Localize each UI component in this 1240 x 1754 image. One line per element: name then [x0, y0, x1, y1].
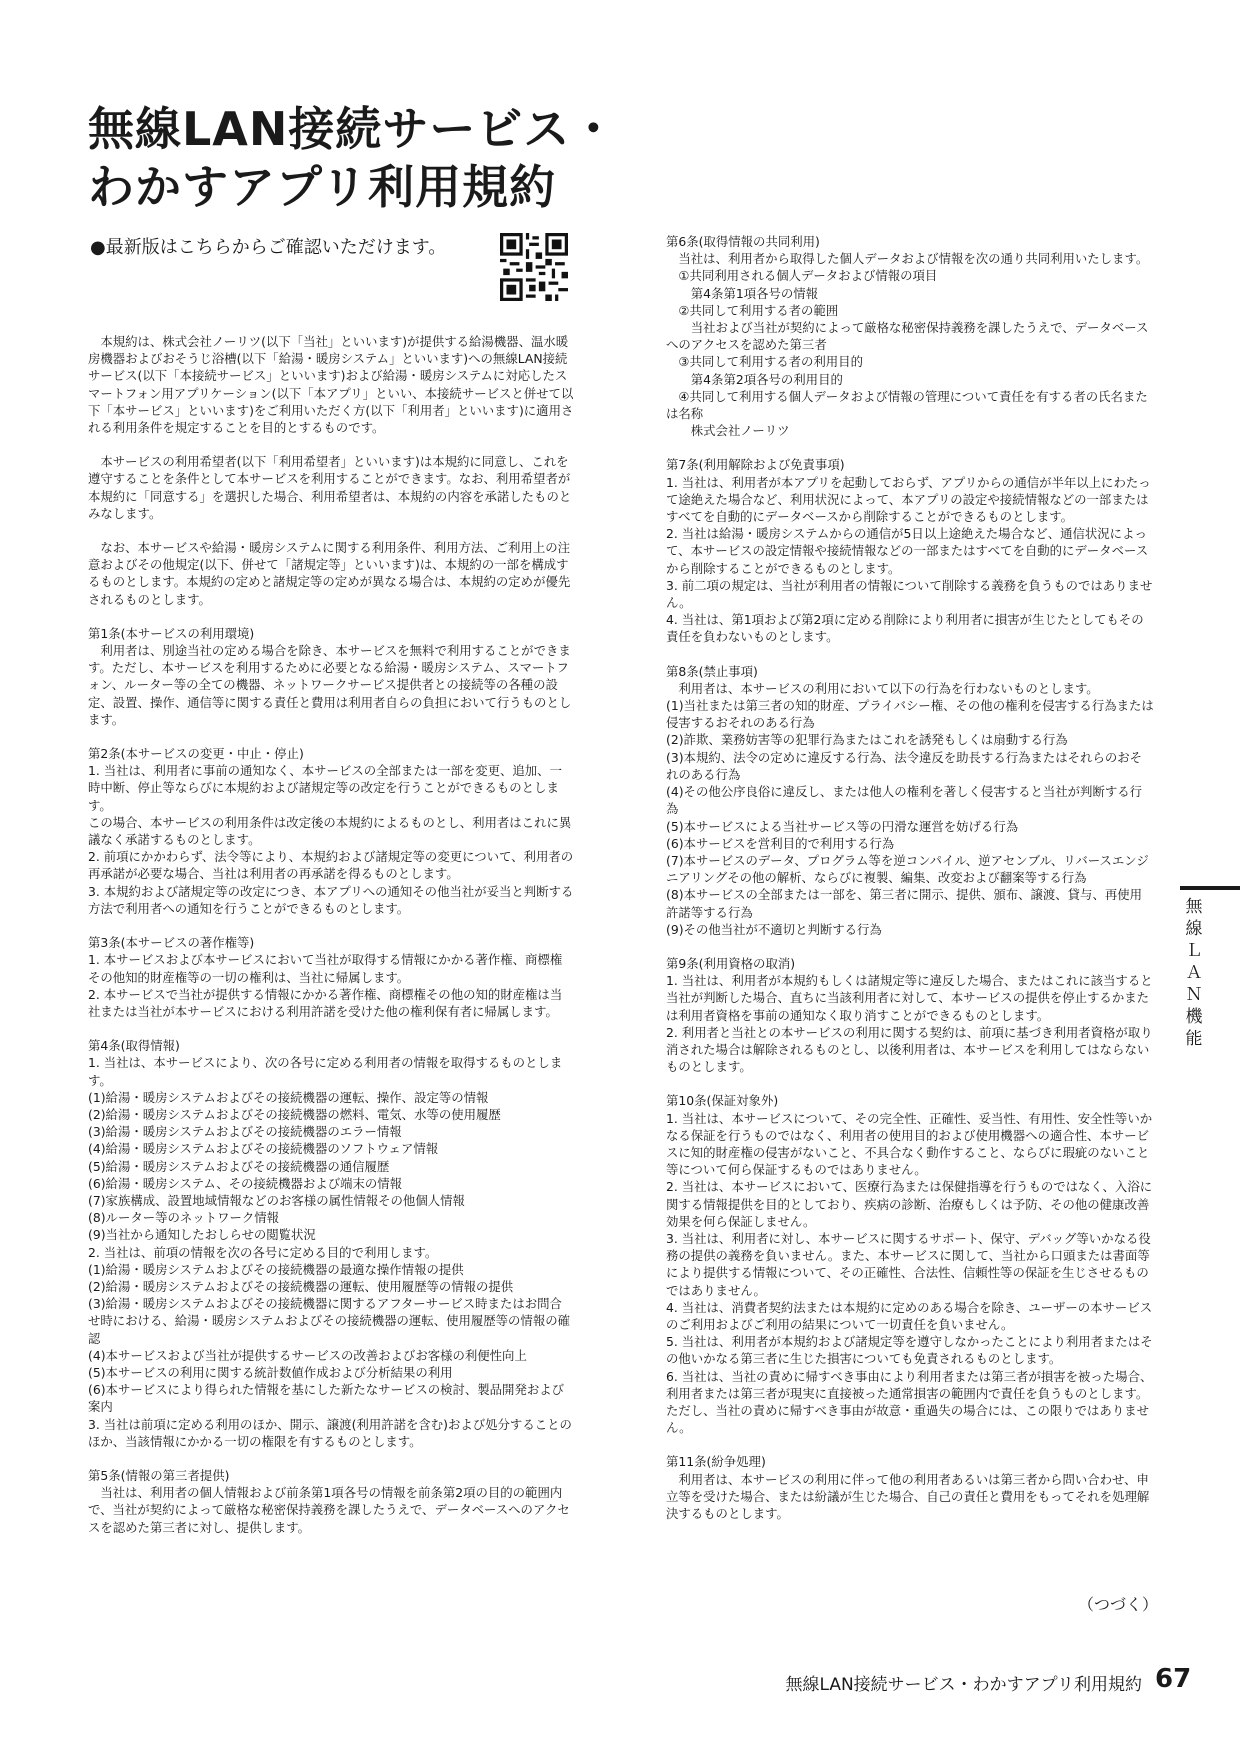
- article-heading: 第2条(本サービスの変更・中止・停止): [88, 746, 304, 762]
- article-heading: 第6条(取得情報の共同利用): [666, 234, 820, 249]
- article-10: [666, 1092, 1154, 1436]
- intro-paragraph-1: 本規約は、株式会社ノーリツ(以下「当社」といいます)が提供する給湯機器、温水暖房機器およびおそうじ浴槽(以下「給湯・暖房システム」といいます)への無線LAN接続サービス(以下「本接続サービス」といいます)および給湯・暖房システムに対応したスマートフォン用アプリケーション(以下「本アプリ」といい、本接続サービスと併せて以下「本サービス」といいます)をご利用いただく方(以下「利用者」といいます)に適用される利用条件を規定することを目的とするものです。: [88, 334, 574, 436]
- footer-title: 無線LAN接続サービス・わかすアプリ利用規約: [785, 1675, 1142, 1695]
- article-body: 1. 当社は、利用者が本アプリを起動しておらず、アプリからの通信が半年以上にわたって途絶えた場合など、利用状況によって、本アプリの設定や接続情報などの一部またはすべてを自動的にデータベースから削除することができるものとします。 2. 当社は給湯・暖房システムからの通信が5日以上途絶えた場合など、通信状況によって、本サービスの設定情報や接続情報などの一部またはすべてを自動的にデータベースから削除することができるものとします。 3. 前二項の規定は、当社が利用者の情報について削除する義務を負うものではありません。 4. 当社は、第1項および第2項に定める削除により利用者に損害が生じたとしてもその責任を負わないものとします。: [666, 474, 1153, 645]
- article-heading: 第5条(情報の第三者提供): [88, 1467, 230, 1483]
- intro-paragraph-2: 本サービスの利用希望者(以下「利用希望者」といいます)は本規約に同意し、これを遵守することを条件として本サービスを利用することができます。なお、利用希望者が本規約に「同意する」を選択した場合、利用希望者は、本規約の内容を承諾したものとみなします。: [88, 454, 572, 521]
- side-tab-char: 無: [1185, 897, 1203, 917]
- side-tab-char: Ｌ: [1185, 941, 1203, 961]
- side-tab-char: Ｎ: [1185, 985, 1203, 1005]
- right-column: [666, 233, 1154, 1539]
- article-heading: 第1条(本サービスの利用環境): [88, 625, 255, 641]
- article-3: [88, 934, 574, 1020]
- article-body: 1. 当社は、本サービスについて、その完全性、正確性、妥当性、有用性、安全性等いかなる保証を行うものではなく、利用者の使用目的および使用機器への適合性、本サービスに知的財産権の侵害がないこと、不具合なく動作すること、ならびに瑕疵のないこと等について何ら保証するものではありません。 2. 当社は、本サービスにおいて、医療行為または保健指導を行うものではなく、入浴に関する情報提供を目的としており、疾病の診断、治療もしくは予防、その他の健康改善効果を何ら保証しません。 3. 当社は、利用者に対し、本サービスに関するサポート、保守、デバッグ等いかなる役務の提供の義務を負いません。また、本サービスに関して、当社から口頭または書面等により提供する情報について、その正確性、合法性、信頼性等の保証を生じさせるものではありません。 4. 当社は、消費者契約法または本規約に定めのある場合を除き、ユーザーの本サービスのご利用およびご利用の結果について一切責任を負いません。 5. 当社は、利用者が本規約および諸規定等を遵守しなかったことにより利用者またはその他いかなる第三者に生じた損害についても免責されるものとします。 6. 当社は、当社の責めに帰すべき事由により利用者または第三者が損害を被った場合、利用者または第三者が現実に直接被った通常損害の範囲内で責任を負うものとします。ただし、当社の責めに帰すべき事由が故意・重過失の場合には、この限りではありません。: [666, 1110, 1153, 1436]
- article-body: 利用者は、別途当社の定める場合を除き、本サービスを無料で利用することができます。ただし、本サービスを利用するために必要となる給湯・暖房システム、スマートフォン、ルーター等の全ての機器、ネットワークサービス提供者との接続等の各種の設定、設置、操作、通信等に関する責任と費用は利用者自らの負担において行うものとします。: [88, 643, 572, 727]
- article-body: 当社は、利用者の個人情報および前条第1項各号の情報を前条第2項の目的の範囲内で、当社が契約によって厳格な秘密保持義務を課したうえで、データベースへのアクセスを認めた第三者に対し、提供します。: [88, 1485, 570, 1535]
- side-tab-rule: [1180, 886, 1240, 890]
- article-heading: 第9条(利用資格の取消): [666, 955, 796, 971]
- side-tab-char: 機: [1185, 1007, 1203, 1027]
- left-column: [88, 333, 574, 1553]
- side-tab-char: Ａ: [1185, 963, 1203, 983]
- article-4: [88, 1037, 574, 1450]
- article-2: [88, 745, 574, 917]
- side-tab-label: [1183, 896, 1205, 1050]
- qr-code[interactable]: [500, 233, 568, 301]
- side-tab-char: 線: [1185, 919, 1203, 939]
- article-9: [666, 955, 1154, 1075]
- article-8: [666, 663, 1154, 938]
- latest-version-notice: ●最新版はこちらからご確認いただけます。: [90, 237, 447, 258]
- page-title: [88, 100, 618, 216]
- article-body: 1. 当社は、利用者が本規約もしくは諸規定等に違反した場合、またはこれに該当すると当社が判断した場合、直ちに当該利用者に対して、本サービスの提供を停止するかまたは利用者資格を事前の通知なく取り消すことができるものとします。 2. 利用者と当社との本サービスの利用に関する契約は、前項に基づき利用者資格が取り消された場合は解除されるものとし、以後利用者は、本サービスを利用してはならないものとします。: [666, 973, 1153, 1075]
- article-6: [666, 233, 1154, 439]
- side-tab-char: 能: [1185, 1029, 1203, 1049]
- article-body: 利用者は、本サービスの利用において以下の行為を行わないものとします。 (1)当社または第三者の知的財産、プライバシー権、その他の権利を侵害する行為または侵害するおそれのある行為 (2)詐欺、業務妨害等の犯罪行為またはこれを誘発もしくは扇動する行為 (3)本規約、法令の定めに違反する行為、法令違反を助長する行為またはそれらのおそれのある行為 (4)その他公序良俗に違反し、または他人の権利を著しく侵害すると当社が判断する行為 (5)本サービスによる当社サービス等の円滑な運営を妨げる行為 (6)本サービスを営利目的で利用する行為 (7)本サービスのデータ、プログラム等を逆コンパイル、逆アセンブル、リバースエンジニアリングその他の解析、ならびに複製、編集、改変および翻案等する行為 (8)本サービスの全部または一部を、第三者に開示、提供、頒布、譲渡、貸与、再使用許諾等する行為 (9)その他当社が不適切と判断する行為: [666, 680, 1154, 937]
- article-body: 利用者は、本サービスの利用に伴って他の利用者あるいは第三者から問い合わせ、申立等を受けた場合、または紛議が生じた場合、自己の責任と費用をもってそれを処理解決するものとします。: [666, 1471, 1150, 1522]
- article-5: [88, 1467, 574, 1536]
- article-7: [666, 456, 1154, 645]
- continued-label: （つづく）: [1078, 1595, 1159, 1614]
- article-heading: 第3条(本サービスの著作権等): [88, 935, 255, 951]
- intro-paragraph-3: なお、本サービスや給湯・暖房システムに関する利用条件、利用方法、ご利用上の注意およびその他規定(以下、併せて「諸規定等」といいます)は、本規約の一部を構成するものとします。本規約の定めと諸規定等の定めが異なる場合は、本規約の定めが優先されるものとします。: [88, 540, 571, 607]
- article-11: [666, 1453, 1154, 1522]
- article-heading: 第10条(保証対象外): [666, 1093, 779, 1109]
- page-number: 67: [1155, 1664, 1192, 1694]
- article-heading: 第11条(紛争処理): [666, 1454, 766, 1470]
- article-heading: 第7条(利用解除および免責事項): [666, 457, 845, 473]
- article-1: [88, 625, 574, 728]
- title-line-1: 無線LAN接続サービス・: [88, 102, 618, 156]
- article-heading: 第4条(取得情報): [88, 1038, 180, 1054]
- title-line-2: わかすアプリ利用規約: [88, 160, 557, 214]
- article-body: 1. 当社は、利用者に事前の通知なく、本サービスの全部または一部を変更、追加、一時中断、停止等ならびに本規約および諸規定等の改定を行うことができるものとします。 この場合、本サービスの利用条件は改定後の本規約によるものとし、利用者はこれに異議なく承諾するものとします。 2. 前項にかかわらず、法令等により、本規約および諸規定等の変更について、利用者の再承諾が必要な場合、当社は利用者の再承諾を得るものとします。 3. 本規約および諸規定等の改定につき、本アプリへの通知その他当社が妥当と判断する方法で利用者への通知を行うことができるものとします。: [88, 763, 574, 916]
- article-body: 1. 本サービスおよび本サービスにおいて当社が取得する情報にかかる著作権、商標権その他知的財産権等の一切の権利は、当社に帰属します。 2. 本サービスで当社が提供する情報にかかる著作権、商標権その他の知的財産権は当社または当社が本サービスにおける利用許諾を受けた他の権利保有者に帰属します。: [88, 952, 563, 1019]
- article-body: 当社は、利用者から取得した個人データおよび情報を次の通り共同利用いたします。 ①共同利用される個人データおよび情報の項目 第4条第1項各号の情報 ②共同して利用する者の範囲 当社および当社が契約によって厳格な秘密保持義務を課したうえで、データベースへのアクセスを認めた第三者 ③共同して利用する者の利用目的 第4条第2項各号の利用目的 ④共同して利用する個人データおよび情報の管理について責任を有する者の氏名または名称 株式会社ノーリツ: [666, 251, 1149, 439]
- article-heading: 第8条(禁止事項): [666, 663, 758, 679]
- article-body: 1. 当社は、本サービスにより、次の各号に定める利用者の情報を取得するものとします。 (1)給湯・暖房システムおよびその接続機器の運転、操作、設定等の情報 (2)給湯・暖房システムおよびその接続機器の燃料、電気、水等の使用履歴 (3)給湯・暖房システムおよびその接続機器のエラー情報 (4)給湯・暖房システムおよびその接続機器のソフトウェア情報 (5)給湯・暖房システムおよびその接続機器の通信履歴 (6)給湯・暖房システム、その接続機器および端末の情報 (7)家族構成、設置地域情報などのお客様の属性情報その他個人情報 (8)ルーター等のネットワーク情報 (9)当社から通知したおしらせの閲覧状況 2. 当社は、前項の情報を次の各号に定める目的で利用します。 (1)給湯・暖房システムおよびその接続機器の最適な操作情報の提供 (2)給湯・暖房システムおよびその接続機器の運転、使用履歴等の情報の提供 (3)給湯・暖房システムおよびその接続機器に関するアフターサービス時またはお問合せ時における、給湯・暖房システムおよびその接続機器の運転、使用履歴等の情報の確認 (4)本サービスおよび当社が提供するサービスの改善およびお客様の利便性向上 (5)本サービスの利用に関する統計数値作成および分析結果の利用 (6)本サービスにより得られた情報を基にした新たなサービスの検討、製品開発および案内 3. 当社は前項に定める利用のほか、開示、譲渡(利用許諾を含む)および処分することのほか、当該情報にかかる一切の権限を有するものとします。: [88, 1055, 572, 1449]
